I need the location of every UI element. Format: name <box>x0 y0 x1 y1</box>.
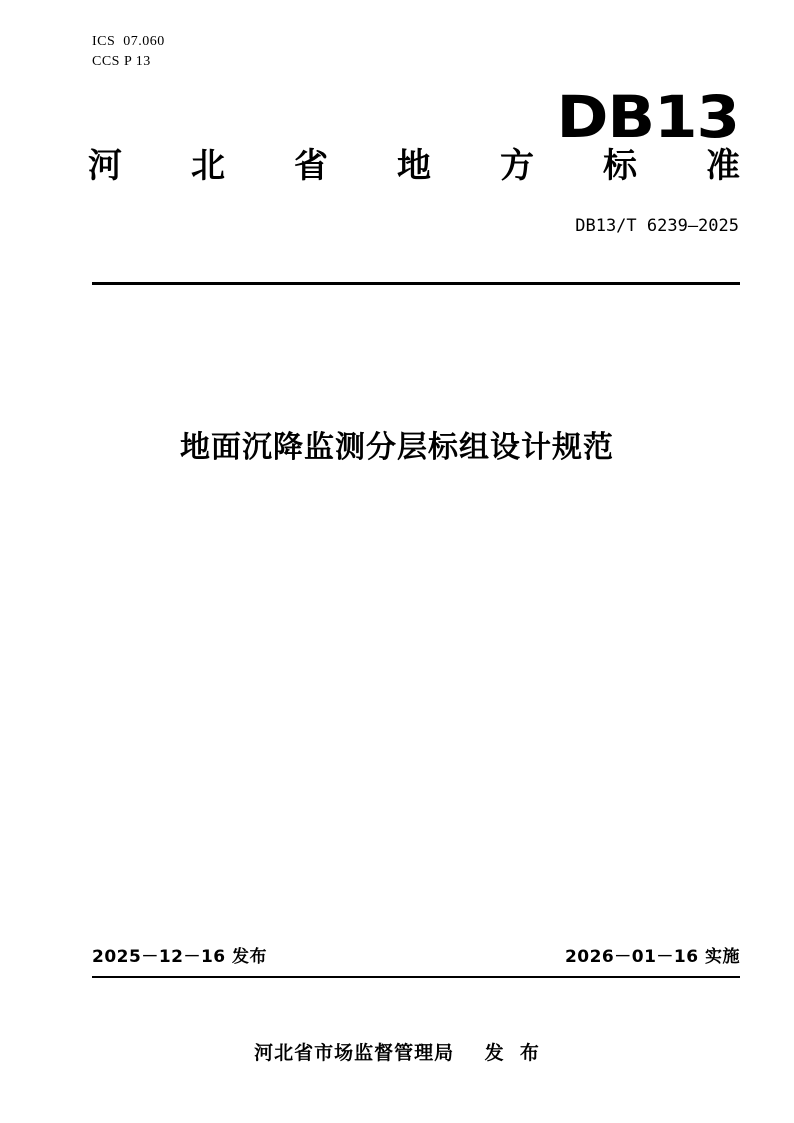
ccs-code: CCS P 13 <box>92 54 151 69</box>
footer-divider <box>92 976 740 978</box>
province-title-char-2: 省 <box>294 146 328 186</box>
issue-date: 2025－12－16 发布 <box>92 947 268 967</box>
province-title-char-4: 方 <box>500 146 534 186</box>
standard-number: DB13/T 6239—2025 <box>575 216 739 236</box>
province-title-char-1: 北 <box>191 146 225 186</box>
province-title-char-0: 河 <box>88 146 122 186</box>
publisher-line: 河北省市场监督管理局 发 布 <box>254 1042 540 1064</box>
db13-logo: DB13 <box>556 83 739 151</box>
page-title: 地面沉降监测分层标组设计规范 <box>180 430 614 465</box>
ics-code: ICS 07.060 <box>92 34 165 49</box>
date-row <box>92 942 740 967</box>
province-title-char-6: 准 <box>706 146 740 186</box>
province-standard-title <box>88 146 740 186</box>
classification-codes <box>92 32 165 72</box>
header-divider <box>92 282 740 285</box>
effective-date: 2026－01－16 实施 <box>564 947 740 967</box>
province-title-char-3: 地 <box>397 146 431 186</box>
province-title-char-5: 标 <box>603 146 637 186</box>
